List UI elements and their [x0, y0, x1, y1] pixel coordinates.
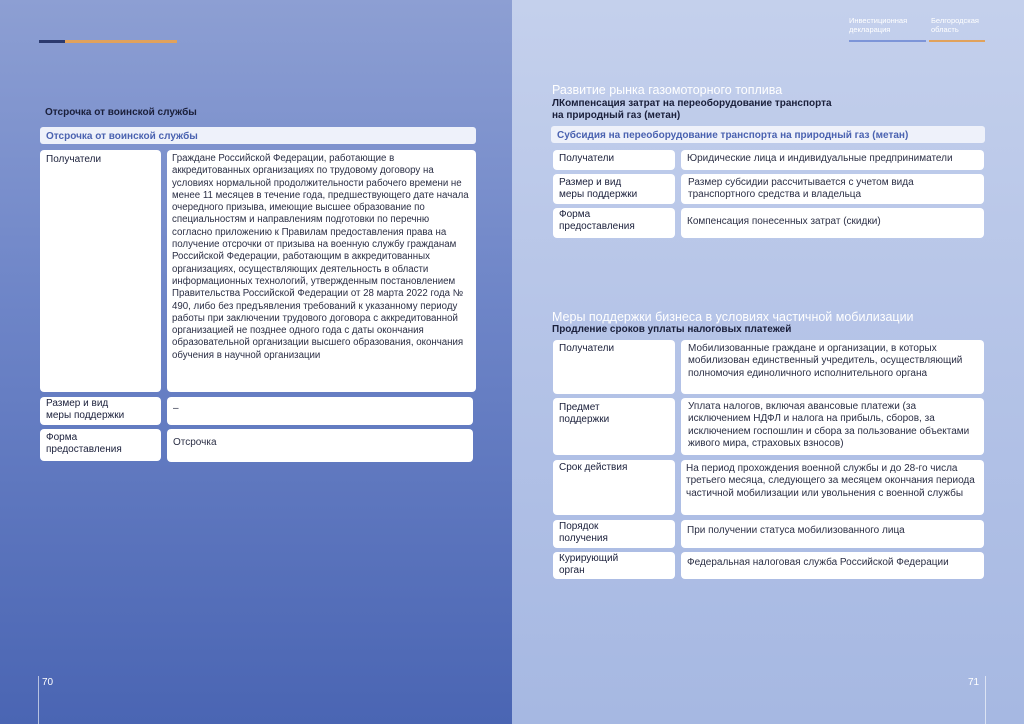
right-b2-row2-label-line2: поддержки: [559, 414, 610, 426]
right-b2-row1-value: Мобилизованные граждане и организации, в которых мобилизован единственный учредитель, осуществляющий полномочия единоличного исполнительного органа: [681, 340, 984, 394]
left-row2-value: –: [167, 397, 473, 425]
right-b2-row2-label: [553, 398, 675, 455]
right-block2-subtitle: Продление сроков уплаты налоговых платежей: [552, 324, 792, 335]
right-block1-table-header: Субсидия на переоборудование транспорта на природный газ (метан): [551, 126, 985, 143]
right-b2-row5-label-line2: орган: [559, 565, 585, 576]
right-block1-subtitle-line1: ЛКомпенсация затрат на переоборудование транспорта: [552, 98, 832, 109]
left-row2-label: [40, 397, 161, 425]
left-page-number: 70: [42, 677, 54, 688]
right-b2-row3-value: На период прохождения военной службы и до 28-го числа третьего месяца, следующего за месяцем окончания периода частичной мобилизации или увольнения с военной службы: [681, 460, 984, 515]
left-row3-label-line1: Форма: [46, 432, 78, 443]
right-b2-row4-label-line1: Порядок: [559, 521, 599, 532]
right-b2-row5-label: [553, 552, 675, 579]
right-b2-row5-value: Федеральная налоговая служба Российской Федерации: [681, 552, 984, 579]
left-row2-label-line1: Размер и вид: [46, 398, 109, 409]
header-tab-region[interactable]: [931, 16, 979, 34]
right-b2-row4-value: При получении статуса мобилизованного лица: [681, 520, 984, 548]
right-b2-row4-label: [553, 520, 675, 548]
left-row3-label: [40, 429, 161, 461]
top-decor-lines: [39, 40, 177, 43]
header-tab-investment-line1: Инвестиционная: [849, 16, 908, 25]
left-row1-label: Получатели: [40, 150, 161, 392]
right-b1-row2-value-line2: транспортного средства и владельца: [688, 189, 862, 200]
right-b2-row5-label-line1: Курирующий: [559, 553, 619, 564]
right-b1-row2-value: [681, 174, 984, 204]
right-b2-row3-label: Срок действия: [553, 460, 675, 515]
header-tab-investment[interactable]: [849, 16, 907, 34]
right-b1-row2-value-line1: Размер субсидии рассчитывается с учетом вида: [688, 177, 914, 188]
header-tab-line-blue: [849, 40, 926, 42]
left-row3-value: Отсрочка: [167, 429, 473, 462]
decor-line-orange: [65, 40, 177, 43]
right-b2-row1-label: Получатели: [553, 340, 675, 394]
header-tab-region-line1: Белгородская: [931, 16, 979, 25]
right-block2-title: Меры поддержки бизнеса в условиях частичной мобилизации: [552, 310, 914, 324]
right-b1-row3-value: Компенсация понесенных затрат (скидки): [681, 208, 984, 238]
right-b1-row1-value: Юридические лица и индивидуальные предприниматели: [681, 150, 984, 170]
left-section-title: Отсрочка от воинской службы: [45, 107, 197, 118]
right-b1-row2-label-line1: Размер и вид: [559, 177, 622, 188]
right-b1-row3-label: [553, 208, 675, 238]
right-block1-subtitle-line2: на природный газ (метан): [552, 110, 681, 121]
right-b2-row4-label-line2: получения: [559, 533, 608, 544]
right-b2-row2-value: Уплата налогов, включая авансовые платежи (за исключением НДФЛ и налога на прибыль, сборов, за исключением госпошлин и сбора за пользование объектами живого мира, страховых взносов): [681, 398, 984, 455]
right-block1-title: Развитие рынка газомоторного топлива: [552, 83, 783, 97]
left-row2-label-line2: меры поддержки: [46, 410, 125, 421]
right-page-num-line: [985, 676, 986, 724]
right-b1-row3-label-line2: предоставления: [559, 221, 635, 232]
left-row3-label-line2: предоставления: [46, 444, 122, 455]
right-b1-row1-label: Получатели: [553, 150, 675, 170]
right-b1-row2-label: [553, 174, 675, 204]
decor-line-dark: [39, 40, 65, 43]
header-tab-region-line2: область: [931, 25, 959, 34]
right-b1-row3-label-line1: Форма: [559, 209, 591, 220]
left-row1-value: Граждане Российской Федерации, работающие в аккредитованных организациях по трудовому договору на условиях нормальной продолжительности рабочего времени не менее 11 месяцев в течение года, предшествующего дате начала очередного призыва, имеющие высшее образование по специальностям и направлениям подготовки по перечню согласно приложению к Правилам предоставления права на получение отсрочки от призыва на военную службу гражданам Российской Федерации, работающим в аккредитованных организациях, осуществляющих деятельность в области информационных технологий, утвержденным постановлением Правительства Российской Федерации от 28 марта 2022 года № 490, либо без предъявления требований к указанному периоду работы при заключении трудового договора с аккредитованной организацией не позднее одного года с даты окончания образовательной организации высшего образования, окончания обучения в научной организации: [167, 150, 476, 392]
header-tab-line-orange: [929, 40, 985, 42]
right-b1-row2-label-line2: меры поддержки: [559, 189, 638, 200]
header-tab-investment-line2: декларация: [849, 25, 891, 34]
right-b2-row2-label-line1: Предмет: [559, 402, 600, 413]
left-table-header: Отсрочка от воинской службы: [40, 127, 476, 144]
right-page-number: 71: [968, 677, 980, 688]
left-page-num-line: [38, 676, 39, 724]
right-block1-subtitle: [552, 98, 832, 122]
